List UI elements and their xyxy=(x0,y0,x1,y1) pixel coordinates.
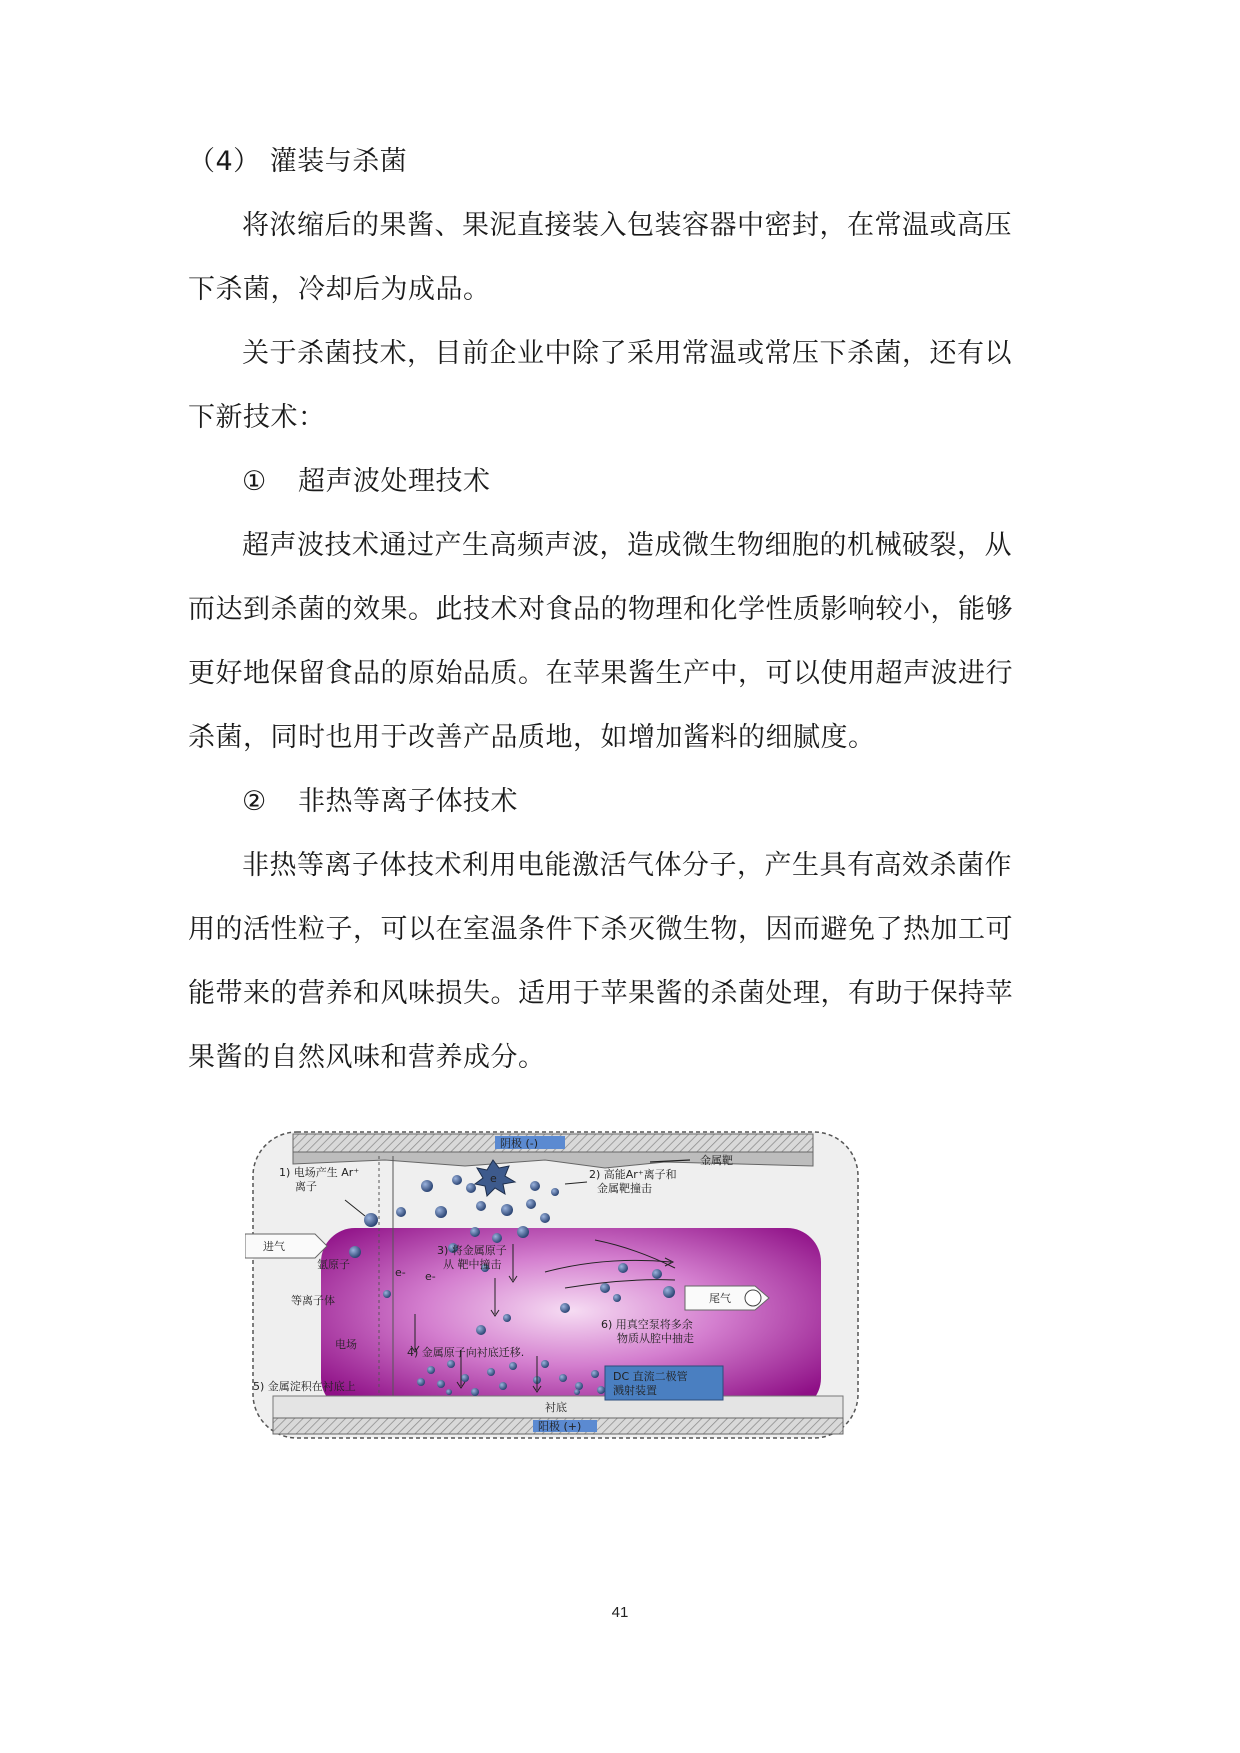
paragraph-2-line-2: 下新技术： xyxy=(188,402,326,433)
body-text xyxy=(188,130,1050,1090)
page-number: 41 xyxy=(611,1604,629,1621)
electron-label: e- xyxy=(395,1266,406,1279)
particle xyxy=(652,1269,662,1279)
particle xyxy=(597,1386,605,1394)
particle xyxy=(452,1175,462,1185)
step2-line-2: 金属靶撞击 xyxy=(597,1182,652,1195)
step5-label: 5) 金属淀积在衬底上 xyxy=(253,1380,356,1393)
step1-line-1: 1) 电场产生 Ar⁺ xyxy=(279,1166,360,1179)
particle xyxy=(476,1201,486,1211)
paragraph-1-line-1: 将浓缩后的果酱、果泥直接装入包装容器中密封，在常温或高压 xyxy=(242,210,1012,241)
step6-line-2: 物质从腔中抽走 xyxy=(617,1332,694,1345)
dc-box-line-1: DC 直流二极管 xyxy=(613,1370,688,1383)
particle xyxy=(600,1283,610,1293)
list-item-2 xyxy=(188,770,1050,834)
paragraph-3-line-4: 杀菌，同时也用于改善产品质地，如增加酱料的细腻度。 xyxy=(188,722,876,753)
particle xyxy=(476,1325,486,1335)
particle xyxy=(575,1382,583,1390)
paragraph-4-line-3: 能带来的营养和风味损失。适用于苹果酱的杀菌处理，有助于保持苹 xyxy=(188,978,1013,1009)
list-item-1 xyxy=(188,450,1050,514)
particle xyxy=(435,1206,447,1218)
particle xyxy=(517,1226,529,1238)
dc-box-line-2: 溅射装置 xyxy=(613,1384,657,1397)
plasma-label: 等离子体 xyxy=(291,1294,335,1307)
step3-line-1: 3) 将金属原子 xyxy=(437,1244,507,1257)
particle xyxy=(487,1368,495,1376)
particle xyxy=(471,1388,479,1396)
particle xyxy=(437,1380,445,1388)
particle xyxy=(559,1374,567,1382)
gas-inlet-arrow xyxy=(245,1234,327,1258)
particle xyxy=(427,1366,435,1374)
particle xyxy=(499,1382,507,1390)
particle xyxy=(349,1246,361,1258)
particle xyxy=(421,1180,433,1192)
paragraph-4-line-4: 果酱的自然风味和营养成分。 xyxy=(188,1042,546,1073)
list-item-2-title: 非热等离子体技术 xyxy=(298,786,518,817)
particle xyxy=(560,1303,570,1313)
step4-label: 4) 金属原子向衬底迁移. xyxy=(407,1346,525,1359)
list-item-2-number: ② xyxy=(242,786,267,817)
sputtering-diagram-svg xyxy=(245,1128,875,1446)
particle xyxy=(526,1199,536,1209)
particle xyxy=(383,1290,391,1298)
argon-atom-label: 氩原子 xyxy=(317,1258,350,1271)
electric-field-label: 电场 xyxy=(335,1338,357,1351)
particle xyxy=(551,1188,559,1196)
step1-line-2: 离子 xyxy=(295,1180,317,1193)
section-heading: （4） 灌装与杀菌 xyxy=(188,146,408,177)
exhaust-pump-icon xyxy=(745,1290,761,1306)
electron-label: e- xyxy=(425,1270,436,1283)
plasma-region xyxy=(321,1228,821,1412)
substrate-label: 衬底 xyxy=(545,1401,567,1414)
particle xyxy=(574,1389,580,1395)
paragraph-3-line-1: 超声波技术通过产生高频声波，造成微生物细胞的机械破裂，从 xyxy=(242,530,1012,561)
particle xyxy=(663,1286,675,1298)
particle xyxy=(530,1181,540,1191)
particle xyxy=(591,1370,599,1378)
exhaust-label: 尾气 xyxy=(709,1292,731,1305)
sputtering-diagram xyxy=(245,1128,875,1446)
particle xyxy=(446,1389,452,1395)
paragraph-2-line-1: 关于杀菌技术，目前企业中除了采用常温或常压下杀菌，还有以 xyxy=(242,338,1012,369)
anode-label: 阳极 (+) xyxy=(538,1420,582,1433)
particle xyxy=(509,1362,517,1370)
particle xyxy=(447,1360,455,1368)
particle xyxy=(417,1378,425,1386)
paragraph-4-line-2: 用的活性粒子，可以在室温条件下杀灭微生物，因而避免了热加工可 xyxy=(188,914,1013,945)
particle xyxy=(364,1213,378,1227)
paragraph-4-line-1: 非热等离子体技术利用电能激活气体分子，产生具有高效杀菌作 xyxy=(242,850,1012,881)
list-item-1-title: 超声波处理技术 xyxy=(298,466,491,497)
particle xyxy=(501,1204,513,1216)
particle xyxy=(613,1294,621,1302)
impact-symbol: e xyxy=(490,1172,497,1185)
metal-target-label: 金属靶 xyxy=(700,1154,733,1167)
step3-line-2: 从 靶中撞击 xyxy=(443,1258,502,1271)
particle xyxy=(470,1227,480,1237)
paragraph-3-line-3: 更好地保留食品的原始品质。在苹果酱生产中，可以使用超声波进行 xyxy=(188,658,1013,689)
gas-inlet-label: 进气 xyxy=(263,1240,285,1253)
particle xyxy=(618,1263,628,1273)
paragraph-3-line-2: 而达到杀菌的效果。此技术对食品的物理和化学性质影响较小，能够 xyxy=(188,594,1013,625)
step2-line-1: 2) 高能Ar⁺离子和 xyxy=(589,1168,677,1181)
particle xyxy=(541,1360,549,1368)
particle xyxy=(461,1374,469,1382)
particle xyxy=(492,1233,502,1243)
particle xyxy=(540,1213,550,1223)
cathode-label: 阴极 (-) xyxy=(500,1137,539,1150)
paragraph-1-line-2: 下杀菌，冷却后为成品。 xyxy=(188,274,491,305)
particle xyxy=(466,1183,476,1193)
particle xyxy=(396,1207,406,1217)
particle xyxy=(503,1314,511,1322)
list-item-1-number: ① xyxy=(242,466,267,497)
step6-line-1: 6) 用真空泵将多余 xyxy=(601,1318,693,1331)
